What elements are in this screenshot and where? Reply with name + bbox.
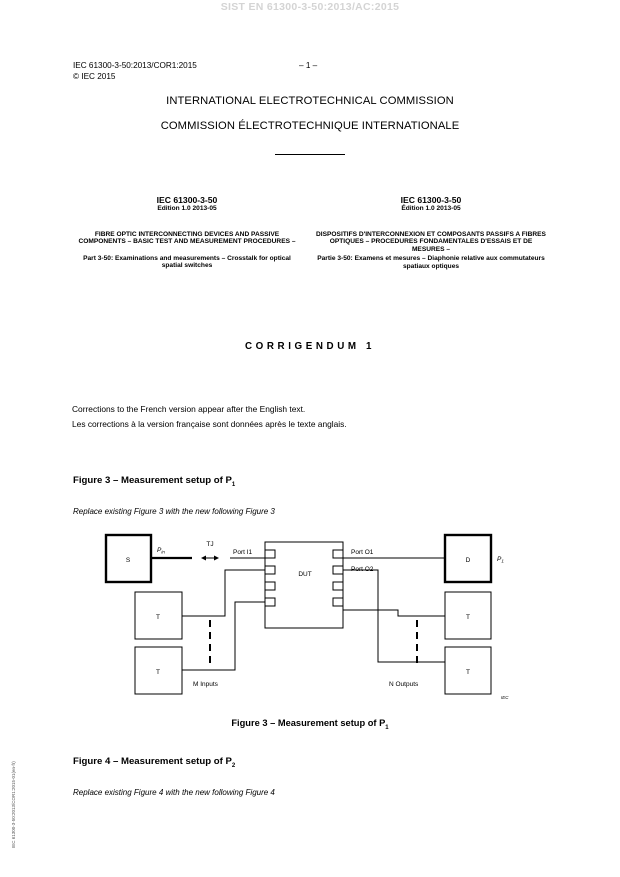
port-i1-label: Port I1 xyxy=(233,549,253,556)
english-edition: Edition 1.0 2013-05 xyxy=(157,205,217,212)
watermark: SIST EN 61300-3-50:2013/AC:2015 xyxy=(220,1,400,13)
input-fibre-2 xyxy=(182,602,265,670)
english-column xyxy=(72,195,302,270)
terminator-label-2: T xyxy=(156,669,160,676)
input-port-3 xyxy=(265,582,275,590)
output-port-4 xyxy=(333,598,343,606)
port-o2-label: Port O2 xyxy=(351,566,374,573)
dut-box xyxy=(265,542,343,628)
p1-label: $P_1$ xyxy=(497,556,504,564)
figure4-heading: Figure 4 – Measurement setup of $P_2$ xyxy=(73,756,236,769)
input-port-4 xyxy=(265,598,275,606)
output-n-fibre xyxy=(343,610,445,616)
port-o1-label: Port O1 xyxy=(351,549,374,556)
intro-line-fr: Les corrections à la version française sont données après le texte anglais. xyxy=(72,418,347,429)
iec-mark: IEC xyxy=(501,695,509,700)
organization-name-fr: COMMISSION ÉLECTROTECHNIQUE INTERNATIONALE xyxy=(160,120,460,132)
terminator-label-1: T xyxy=(156,614,160,621)
copyright: © IEC 2015 xyxy=(73,72,116,81)
pin-label: $P_{in}$ xyxy=(157,547,165,555)
french-standard-number: IEC 61300-3-50 xyxy=(400,195,462,205)
source-label: S xyxy=(125,557,131,564)
tj-label: TJ xyxy=(206,541,214,548)
terminator-label-3: T xyxy=(466,614,470,621)
terminator-label-4: T xyxy=(466,669,470,676)
figure3-instruction: Replace existing Figure 3 with the new following Figure 3 xyxy=(73,507,275,516)
figure3-heading: Figure 3 – Measurement setup of $P_1$ xyxy=(73,475,236,488)
english-title: FIBRE OPTIC INTERCONNECTING DEVICES AND PASSIVE COMPONENTS – BASIC TEST AND MEASUREMENT PROCEDURES – xyxy=(78,230,296,246)
input-port-1 xyxy=(265,550,275,558)
organization-name-en: INTERNATIONAL ELECTROTECHNICAL COMMISSION xyxy=(166,95,454,107)
output-port-3 xyxy=(333,582,343,590)
figure3-caption: Figure 3 – Measurement setup of $P_1$ xyxy=(231,718,389,731)
corrigendum-title: CORRIGENDUM 1 xyxy=(244,341,376,352)
french-column xyxy=(316,195,546,271)
figure3-diagram xyxy=(0,528,620,708)
input-port-2 xyxy=(265,566,275,574)
french-part-title: Partie 3-50: Examens et mesures – Diaphonie relative aux commutateurs spatiaux optiques xyxy=(317,255,545,270)
english-standard-number: IEC 61300-3-50 xyxy=(156,195,218,205)
document-id: IEC 61300-3-50:2013/COR1:2015 xyxy=(73,61,197,70)
output-port-1 xyxy=(333,550,343,558)
intro-text xyxy=(72,402,347,431)
english-part-title: Part 3-50: Examinations and measurements – Crosstalk for optical spatial switches xyxy=(83,254,291,270)
input-fibre-1 xyxy=(182,570,265,616)
separator-rule xyxy=(275,154,345,155)
dut-label: DUT xyxy=(298,571,312,578)
n-outputs-label: N Outputs xyxy=(389,681,419,688)
page-number: – 1 – xyxy=(299,61,318,70)
output-port-2 xyxy=(333,566,343,574)
side-reference: IEC 61300-3-50:2013/COR1:2015-01(en-fr) xyxy=(11,761,16,848)
french-edition: Édition 1.0 2013-05 xyxy=(401,205,461,212)
intro-line-en: Corrections to the French version appear after the English text. xyxy=(72,404,306,414)
french-title: DISPOSITIFS D'INTERCONNEXION ET COMPOSANTS PASSIFS A FIBRES OPTIQUES – PROCEDURES FONDAMENTALES D'ESSAIS ET DE MESURES – xyxy=(316,230,546,253)
figure4-instruction: Replace existing Figure 4 with the new following Figure 4 xyxy=(73,788,275,797)
detector-label: D xyxy=(465,557,471,564)
m-inputs-label: M Inputs xyxy=(193,681,218,688)
